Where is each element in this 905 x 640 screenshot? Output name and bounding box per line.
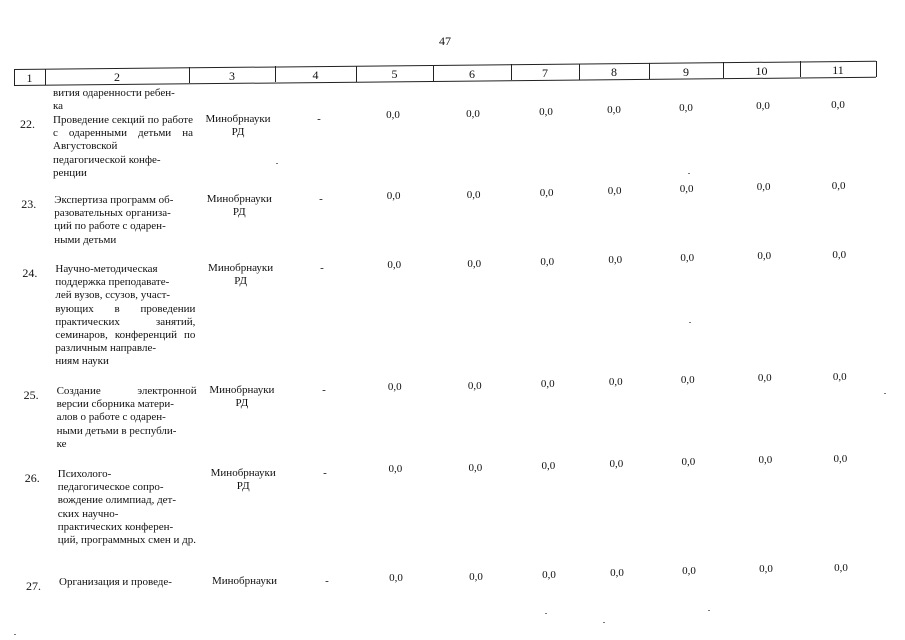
row-executor: Минобрнауки РД	[208, 262, 274, 287]
scan-speck	[689, 322, 691, 323]
row-executor: Минобрнауки РД	[206, 193, 272, 218]
header-column-divider	[876, 61, 877, 77]
row-value-col-9: 0,0	[680, 252, 695, 264]
row-number: 24.	[22, 266, 38, 280]
row-value-col-10: 0,0	[759, 563, 773, 575]
column-number: 1	[26, 70, 33, 85]
column-number: 8	[611, 65, 617, 80]
row-executor: Минобрнауки	[211, 575, 278, 587]
row-value-col-8: 0,0	[608, 376, 623, 388]
row-column-4: -	[322, 384, 326, 396]
row-column-4: -	[317, 113, 321, 125]
column-number: 11	[832, 63, 844, 78]
column-number: 10	[755, 63, 768, 78]
header-column-divider	[275, 66, 276, 82]
column-number: 6	[469, 66, 475, 81]
row-value-col-5: 0,0	[388, 463, 403, 475]
row-executor: Минобрнауки РД	[209, 384, 275, 409]
header-column-divider	[45, 69, 46, 85]
scan-speck	[884, 393, 886, 394]
table-header	[0, 0, 905, 100]
row-value-col-7: 0,0	[540, 256, 555, 268]
row-value-col-9: 0,0	[679, 183, 694, 195]
row-value-col-11: 0,0	[831, 99, 845, 111]
scan-speck	[276, 163, 278, 164]
row-value-col-5: 0,0	[386, 190, 401, 202]
column-number: 5	[391, 67, 398, 82]
continuation-text: вития одаренности ребен- ка	[53, 87, 175, 112]
row-description: Экспертиза программ об- разовательных организа- ций по работе с одарен- ными детьми	[54, 194, 174, 246]
row-value-col-7: 0,0	[541, 460, 556, 472]
row-executor: Минобрнауки РД	[210, 467, 276, 492]
row-value-col-8: 0,0	[608, 254, 623, 266]
row-column-4: -	[320, 262, 324, 274]
row-value-col-11: 0,0	[832, 371, 847, 383]
row-description: Психолого- педагогическое сопро- вождение олимпиад, дет- ских научно- практических конферен- ций, программных смен и др.	[57, 468, 197, 547]
row-value-col-6: 0,0	[467, 258, 482, 270]
row-value-col-10: 0,0	[757, 250, 772, 262]
header-column-divider	[433, 65, 434, 81]
header-column-divider	[800, 61, 801, 77]
row-value-col-10: 0,0	[758, 454, 773, 466]
row-description: Создание электронной версии сборника матери- алов о работе с одарен- ными детьми в республи- ке	[56, 385, 197, 450]
row-value-col-5: 0,0	[386, 109, 400, 121]
row-value-col-11: 0,0	[834, 562, 848, 574]
row-value-col-8: 0,0	[607, 104, 621, 116]
scan-speck	[708, 610, 710, 611]
row-executor: Минобрнауки РД	[205, 113, 271, 138]
row-value-col-8: 0,0	[609, 458, 624, 470]
row-value-col-8: 0,0	[610, 567, 624, 579]
row-value-col-9: 0,0	[680, 374, 695, 386]
header-column-divider	[723, 62, 724, 78]
row-value-col-10: 0,0	[756, 181, 771, 193]
header-column-divider	[356, 66, 357, 82]
row-column-4: -	[319, 193, 323, 205]
header-column-divider	[579, 64, 580, 80]
row-value-col-7: 0,0	[542, 569, 556, 581]
row-value-col-7: 0,0	[539, 187, 554, 199]
row-value-col-11: 0,0	[832, 249, 847, 261]
row-value-col-6: 0,0	[469, 571, 483, 583]
row-description: Проведение секций по работе с одаренными детьми на Августовской педагогической конфе- ренции	[53, 114, 193, 179]
row-value-col-9: 0,0	[679, 102, 693, 114]
row-description: Организация и проведе-	[59, 576, 172, 588]
row-value-col-6: 0,0	[468, 462, 483, 474]
column-number: 9	[683, 64, 689, 79]
row-value-col-10: 0,0	[756, 100, 770, 112]
column-number: 4	[312, 68, 319, 83]
row-number: 27.	[26, 579, 41, 593]
column-number: 2	[114, 70, 120, 84]
row-value-col-11: 0,0	[833, 453, 848, 465]
scan-speck	[545, 613, 547, 614]
row-value-col-9: 0,0	[681, 456, 696, 468]
column-number: 7	[542, 65, 548, 80]
row-column-4: -	[323, 467, 327, 479]
row-value-col-8: 0,0	[607, 185, 622, 197]
scan-speck	[603, 622, 605, 623]
column-number: 3	[229, 68, 235, 83]
row-value-col-5: 0,0	[387, 381, 402, 393]
row-value-col-6: 0,0	[466, 189, 481, 201]
page-number: 47	[439, 34, 451, 48]
row-number: 23.	[21, 197, 37, 211]
row-value-col-11: 0,0	[831, 180, 846, 192]
row-column-4: -	[325, 575, 329, 587]
row-value-col-5: 0,0	[387, 259, 402, 271]
row-value-col-7: 0,0	[540, 378, 555, 390]
header-column-divider	[511, 64, 512, 80]
scan-speck	[688, 173, 690, 174]
row-value-col-5: 0,0	[389, 572, 403, 584]
row-value-col-6: 0,0	[466, 108, 480, 120]
row-number: 26.	[24, 471, 40, 485]
row-value-col-9: 0,0	[682, 565, 696, 577]
header-column-divider	[189, 67, 190, 83]
row-value-col-10: 0,0	[757, 372, 772, 384]
scan-speck	[14, 634, 16, 635]
row-description: Научно-методическая поддержка преподавате- лей вузов, ссузов, участ- вующих в проведении практических занятий, семинаров, конференций по различным направле- ниям науки	[55, 263, 196, 368]
row-value-col-6: 0,0	[467, 380, 482, 392]
header-column-divider	[649, 63, 650, 79]
row-number: 22.	[20, 117, 35, 131]
row-value-col-7: 0,0	[539, 106, 553, 118]
row-number: 25.	[23, 388, 39, 402]
